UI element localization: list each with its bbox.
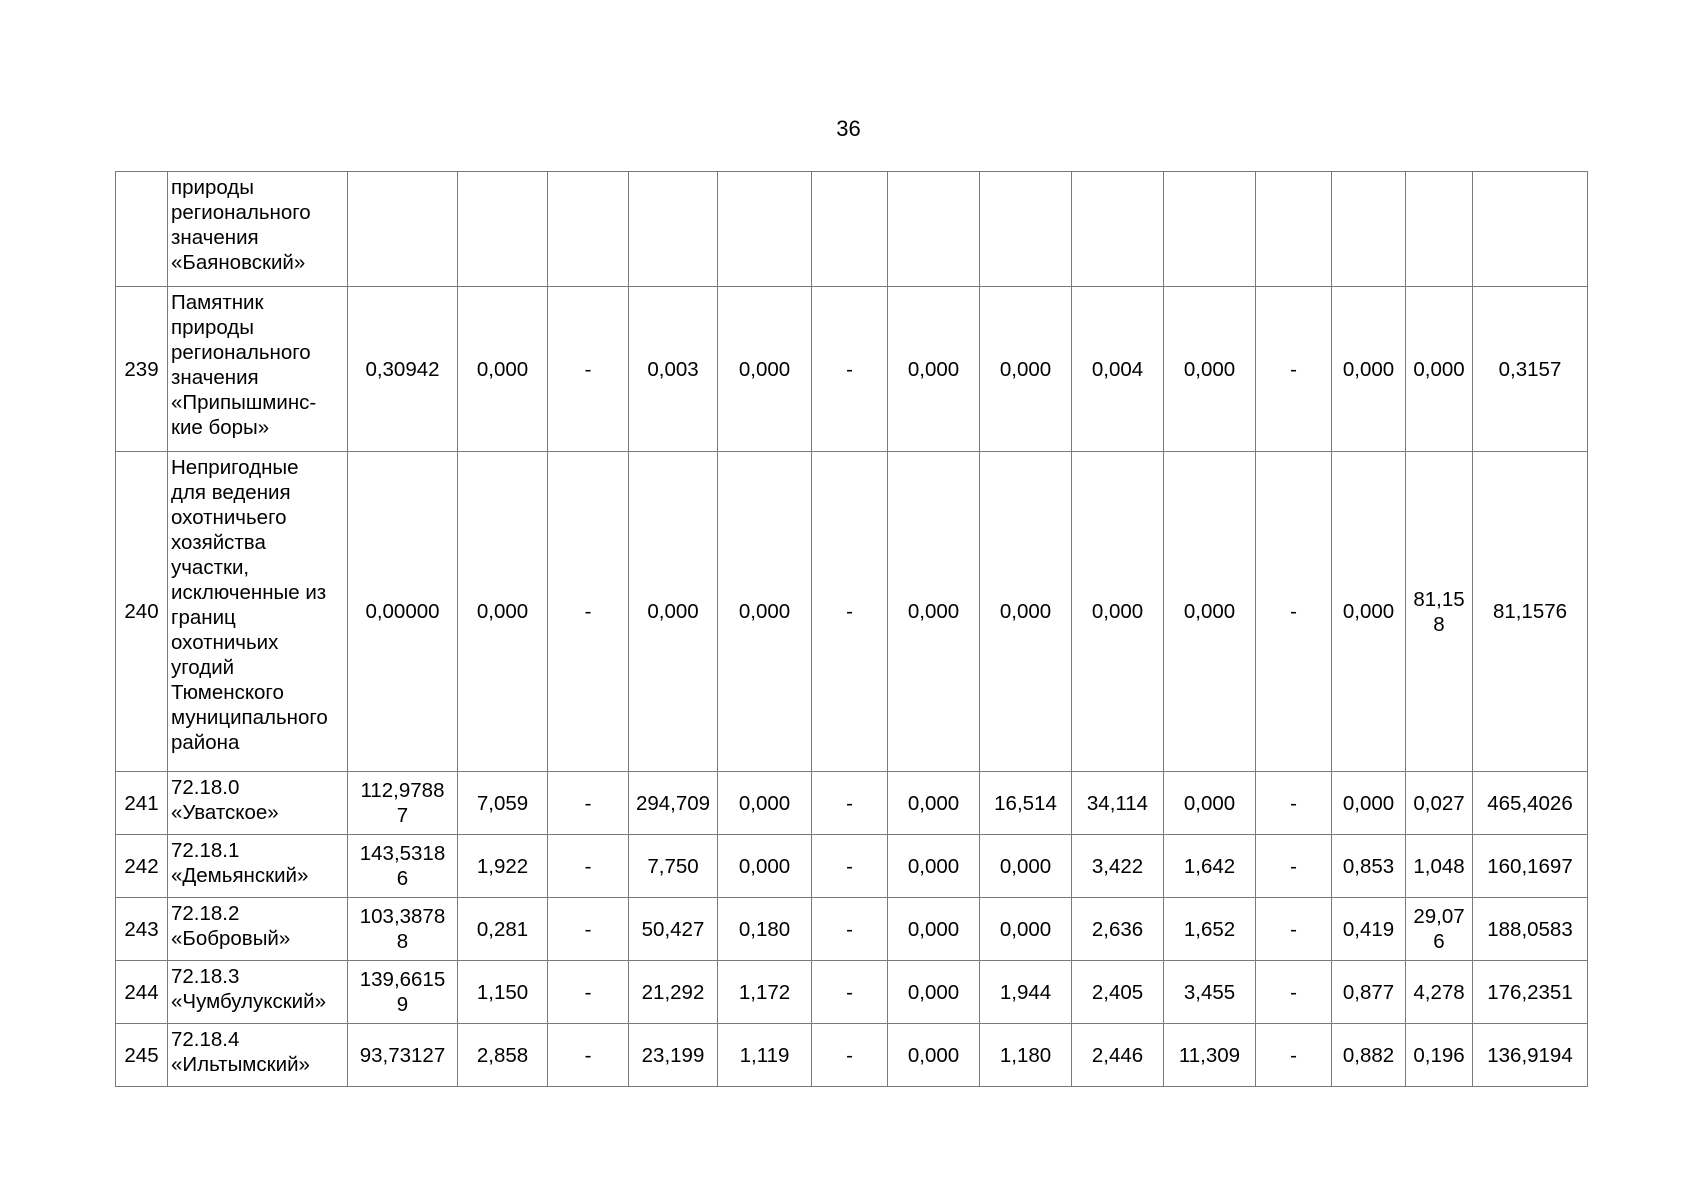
value-cell: 2,858 xyxy=(458,1024,548,1087)
table-body xyxy=(116,172,1588,1087)
value-cell: 0,30942 xyxy=(348,287,458,452)
value-cell: 2,446 xyxy=(1072,1024,1164,1087)
value-cell: 0,000 xyxy=(718,835,812,898)
row-name-cell: 72.18.2 «Бобровый» xyxy=(168,898,348,961)
value-cell: - xyxy=(1256,835,1332,898)
value-cell: 1,048 xyxy=(1406,835,1473,898)
value-cell: 0,000 xyxy=(718,452,812,772)
value-cell: 7,059 xyxy=(458,772,548,835)
value-cell: 103,3878 8 xyxy=(348,898,458,961)
value-cell: 0,000 xyxy=(718,287,812,452)
value-cell: 0,000 xyxy=(980,835,1072,898)
value-cell: 176,2351 xyxy=(1473,961,1588,1024)
value-cell: 1,642 xyxy=(1164,835,1256,898)
value-cell xyxy=(1473,172,1588,287)
value-cell: 0,000 xyxy=(1164,287,1256,452)
value-cell: 0,000 xyxy=(888,898,980,961)
value-cell: - xyxy=(1256,452,1332,772)
value-cell xyxy=(812,172,888,287)
row-name-cell: 72.18.1 «Демьянский» xyxy=(168,835,348,898)
table-row xyxy=(116,1024,1588,1087)
value-cell: 81,15 8 xyxy=(1406,452,1473,772)
value-cell: - xyxy=(548,835,629,898)
value-cell: 0,000 xyxy=(458,452,548,772)
row-name-cell: природы регионального значения «Баяновский» xyxy=(168,172,348,287)
value-cell: - xyxy=(548,961,629,1024)
value-cell: 3,455 xyxy=(1164,961,1256,1024)
value-cell: 0,853 xyxy=(1332,835,1406,898)
value-cell xyxy=(1256,172,1332,287)
value-cell xyxy=(888,172,980,287)
value-cell: 0,281 xyxy=(458,898,548,961)
table-row xyxy=(116,172,1588,287)
value-cell: - xyxy=(1256,898,1332,961)
value-cell: 188,0583 xyxy=(1473,898,1588,961)
value-cell: - xyxy=(812,961,888,1024)
value-cell xyxy=(458,172,548,287)
value-cell: 7,750 xyxy=(629,835,718,898)
value-cell: - xyxy=(548,898,629,961)
value-cell: 81,1576 xyxy=(1473,452,1588,772)
value-cell: 0,000 xyxy=(1332,772,1406,835)
value-cell: 0,000 xyxy=(1164,452,1256,772)
value-cell: 11,309 xyxy=(1164,1024,1256,1087)
value-cell: - xyxy=(812,835,888,898)
value-cell: - xyxy=(1256,1024,1332,1087)
value-cell: 0,000 xyxy=(888,452,980,772)
value-cell: - xyxy=(548,287,629,452)
value-cell: 0,000 xyxy=(1332,287,1406,452)
row-number-cell: 243 xyxy=(116,898,168,961)
value-cell: 0,000 xyxy=(629,452,718,772)
value-cell: 0,004 xyxy=(1072,287,1164,452)
value-cell: 0,000 xyxy=(718,772,812,835)
table-row xyxy=(116,452,1588,772)
value-cell: 4,278 xyxy=(1406,961,1473,1024)
value-cell: 1,180 xyxy=(980,1024,1072,1087)
value-cell: 21,292 xyxy=(629,961,718,1024)
value-cell: 29,07 6 xyxy=(1406,898,1473,961)
value-cell: 3,422 xyxy=(1072,835,1164,898)
row-name-cell: Непригодные для ведения охотничьего хозяйства участки, исключенные из границ охотничьих угодий Тюменского муниципального района xyxy=(168,452,348,772)
row-name-cell: 72.18.0 «Уватское» xyxy=(168,772,348,835)
value-cell xyxy=(718,172,812,287)
row-number-cell: 245 xyxy=(116,1024,168,1087)
value-cell: 0,000 xyxy=(1072,452,1164,772)
value-cell: - xyxy=(548,772,629,835)
value-cell: - xyxy=(1256,772,1332,835)
value-cell: 136,9194 xyxy=(1473,1024,1588,1087)
value-cell: 0,3157 xyxy=(1473,287,1588,452)
value-cell: 0,000 xyxy=(888,287,980,452)
value-cell xyxy=(348,172,458,287)
value-cell: 0,000 xyxy=(888,835,980,898)
value-cell: 1,922 xyxy=(458,835,548,898)
page-number: 36 xyxy=(836,116,861,141)
value-cell: 16,514 xyxy=(980,772,1072,835)
value-cell xyxy=(1164,172,1256,287)
value-cell: 0,877 xyxy=(1332,961,1406,1024)
value-cell: 139,6615 9 xyxy=(348,961,458,1024)
value-cell: - xyxy=(812,452,888,772)
value-cell: 0,027 xyxy=(1406,772,1473,835)
value-cell: 0,000 xyxy=(888,1024,980,1087)
value-cell: - xyxy=(812,772,888,835)
data-table xyxy=(115,171,1588,1087)
value-cell: 0,000 xyxy=(1332,452,1406,772)
value-cell: 1,119 xyxy=(718,1024,812,1087)
value-cell: 0,003 xyxy=(629,287,718,452)
row-name-cell: 72.18.3 «Чумбулукский» xyxy=(168,961,348,1024)
value-cell: 2,405 xyxy=(1072,961,1164,1024)
value-cell: - xyxy=(548,1024,629,1087)
value-cell xyxy=(629,172,718,287)
value-cell: - xyxy=(812,287,888,452)
value-cell: 0,000 xyxy=(458,287,548,452)
value-cell: 0,000 xyxy=(1406,287,1473,452)
value-cell: - xyxy=(1256,961,1332,1024)
row-number-cell: 240 xyxy=(116,452,168,772)
value-cell xyxy=(548,172,629,287)
value-cell: 1,944 xyxy=(980,961,1072,1024)
value-cell: 0,000 xyxy=(980,287,1072,452)
value-cell: 0,882 xyxy=(1332,1024,1406,1087)
value-cell: - xyxy=(812,1024,888,1087)
row-number-cell: 242 xyxy=(116,835,168,898)
value-cell: 0,000 xyxy=(980,452,1072,772)
value-cell: 0,180 xyxy=(718,898,812,961)
value-cell: 0,419 xyxy=(1332,898,1406,961)
row-number-cell: 244 xyxy=(116,961,168,1024)
value-cell: - xyxy=(548,452,629,772)
value-cell: 1,172 xyxy=(718,961,812,1024)
value-cell xyxy=(1072,172,1164,287)
table-row xyxy=(116,898,1588,961)
row-name-cell: 72.18.4 «Ильтымский» xyxy=(168,1024,348,1087)
row-number-cell xyxy=(116,172,168,287)
value-cell: 112,9788 7 xyxy=(348,772,458,835)
value-cell: 294,709 xyxy=(629,772,718,835)
value-cell: 1,652 xyxy=(1164,898,1256,961)
value-cell: 23,199 xyxy=(629,1024,718,1087)
row-number-cell: 241 xyxy=(116,772,168,835)
value-cell: 2,636 xyxy=(1072,898,1164,961)
table-row xyxy=(116,772,1588,835)
table-row xyxy=(116,835,1588,898)
value-cell: 465,4026 xyxy=(1473,772,1588,835)
value-cell: 1,150 xyxy=(458,961,548,1024)
value-cell: 0,000 xyxy=(1164,772,1256,835)
value-cell: 143,5318 6 xyxy=(348,835,458,898)
value-cell: 0,000 xyxy=(888,961,980,1024)
value-cell: 160,1697 xyxy=(1473,835,1588,898)
row-name-cell: Памятник природы регионального значения «Припышминс- кие боры» xyxy=(168,287,348,452)
value-cell: 34,114 xyxy=(1072,772,1164,835)
value-cell: 0,00000 xyxy=(348,452,458,772)
value-cell: 93,73127 xyxy=(348,1024,458,1087)
value-cell xyxy=(1406,172,1473,287)
value-cell: 0,000 xyxy=(980,898,1072,961)
value-cell xyxy=(980,172,1072,287)
value-cell xyxy=(1332,172,1406,287)
value-cell: - xyxy=(1256,287,1332,452)
row-number-cell: 239 xyxy=(116,287,168,452)
table-row xyxy=(116,961,1588,1024)
value-cell: 0,000 xyxy=(888,772,980,835)
value-cell: 50,427 xyxy=(629,898,718,961)
value-cell: 0,196 xyxy=(1406,1024,1473,1087)
value-cell: - xyxy=(812,898,888,961)
table-row xyxy=(116,287,1588,452)
